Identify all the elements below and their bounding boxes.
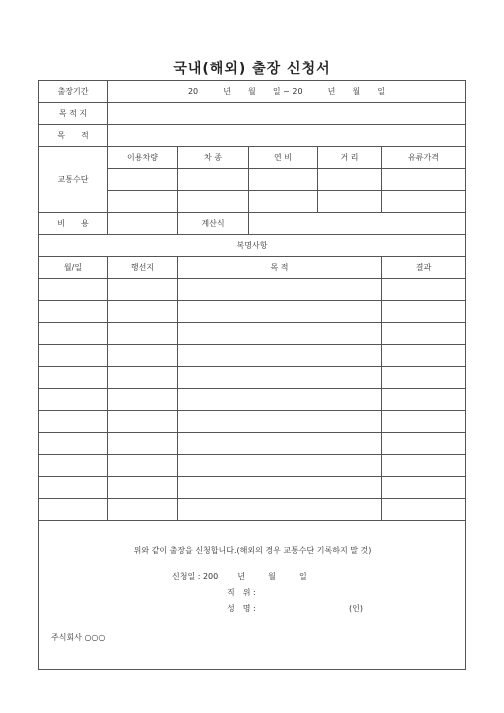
purpose-row [39, 125, 466, 147]
date-day-unit: 일 [299, 572, 307, 581]
footer-cell [39, 521, 466, 670]
itinerary-result-cell[interactable] [382, 323, 466, 345]
itinerary-result-cell[interactable] [382, 499, 466, 521]
itinerary-purpose-cell[interactable] [178, 411, 382, 433]
itinerary-col-purpose: 목 적 [178, 257, 382, 279]
itinerary-purpose-cell[interactable] [178, 367, 382, 389]
itinerary-row [39, 499, 466, 521]
itinerary-date-cell[interactable] [39, 433, 108, 455]
transport-extra-5[interactable] [382, 191, 466, 213]
transport-col-type: 차 종 [178, 147, 249, 169]
itinerary-body [39, 279, 466, 521]
transport-col-distance: 거 리 [318, 147, 382, 169]
period-end-month-unit: 월 [352, 87, 361, 96]
transport-extra-3[interactable] [249, 191, 318, 213]
transport-extra-4[interactable] [318, 191, 382, 213]
itinerary-destination-cell[interactable] [108, 477, 178, 499]
itinerary-destination-cell[interactable] [108, 389, 178, 411]
itinerary-destination-cell[interactable] [108, 455, 178, 477]
transport-extra-2[interactable] [178, 191, 249, 213]
itinerary-destination-cell[interactable] [108, 323, 178, 345]
itinerary-date-cell[interactable] [39, 367, 108, 389]
seal-mark: (인) [349, 604, 363, 613]
itinerary-row [39, 301, 466, 323]
transport-extra-1[interactable] [108, 191, 178, 213]
period-start-year: 20 [187, 87, 199, 96]
itinerary-purpose-cell[interactable] [178, 323, 382, 345]
itinerary-date-cell[interactable] [39, 323, 108, 345]
itinerary-row [39, 323, 466, 345]
purpose-value[interactable] [108, 125, 466, 147]
application-date[interactable] [172, 571, 307, 582]
itinerary-purpose-cell[interactable] [178, 499, 382, 521]
itinerary-row [39, 477, 466, 499]
period-end-day-unit: 일 [377, 87, 386, 96]
calc-value[interactable] [249, 213, 466, 235]
itinerary-date-cell[interactable] [39, 345, 108, 367]
itinerary-result-cell[interactable] [382, 433, 466, 455]
itinerary-row [39, 279, 466, 301]
date-year-unit: 년 [237, 572, 246, 581]
footer-row [39, 521, 466, 670]
transport-header-row [39, 147, 466, 169]
vehicle-type-value[interactable] [178, 169, 249, 191]
itinerary-date-cell[interactable] [39, 279, 108, 301]
destination-label: 목 적 지 [39, 103, 108, 125]
itinerary-header-row [39, 257, 466, 279]
period-row [39, 81, 466, 103]
itinerary-result-cell[interactable] [382, 367, 466, 389]
itinerary-row [39, 345, 466, 367]
calc-label: 계산식 [178, 213, 249, 235]
cost-label: 비 용 [39, 213, 108, 235]
itinerary-result-cell[interactable] [382, 345, 466, 367]
period-start-month-unit: 월 [248, 87, 256, 96]
itinerary-result-cell[interactable] [382, 279, 466, 301]
transport-col-fuel-price: 유류가격 [382, 147, 466, 169]
efficiency-value[interactable] [249, 169, 318, 191]
itinerary-destination-cell[interactable] [108, 345, 178, 367]
itinerary-purpose-cell[interactable] [178, 455, 382, 477]
itinerary-destination-cell[interactable] [108, 411, 178, 433]
itinerary-destination-cell[interactable] [108, 279, 178, 301]
itinerary-result-cell[interactable] [382, 301, 466, 323]
itinerary-result-cell[interactable] [382, 455, 466, 477]
itinerary-destination-cell[interactable] [108, 499, 178, 521]
itinerary-date-cell[interactable] [39, 411, 108, 433]
itinerary-row [39, 455, 466, 477]
purpose-label: 목 적 [39, 125, 108, 147]
itinerary-purpose-cell[interactable] [178, 433, 382, 455]
application-form [38, 80, 466, 670]
period-value[interactable] [108, 81, 466, 103]
itinerary-row [39, 389, 466, 411]
transport-col-efficiency: 연 비 [249, 147, 318, 169]
itinerary-col-destination: 행선지 [108, 257, 178, 279]
itinerary-result-cell[interactable] [382, 411, 466, 433]
company-name: 주식회사 ○○○ [51, 633, 106, 642]
itinerary-date-cell[interactable] [39, 389, 108, 411]
fuel-price-value[interactable] [382, 169, 466, 191]
itinerary-col-result: 결과 [382, 257, 466, 279]
destination-value[interactable] [108, 103, 466, 125]
period-label: 출장기간 [39, 81, 108, 103]
itinerary-row [39, 367, 466, 389]
itinerary-purpose-cell[interactable] [178, 279, 382, 301]
itinerary-date-cell[interactable] [39, 499, 108, 521]
position-field[interactable]: 직 위 : [227, 588, 256, 597]
period-end-year-unit: 년 [327, 87, 336, 96]
cost-value[interactable] [108, 213, 178, 235]
vehicle-value[interactable] [108, 169, 178, 191]
itinerary-purpose-cell[interactable] [178, 345, 382, 367]
itinerary-purpose-cell[interactable] [178, 301, 382, 323]
distance-value[interactable] [318, 169, 382, 191]
itinerary-destination-cell[interactable] [108, 301, 178, 323]
itinerary-section-header: 복명사항 [39, 235, 466, 257]
itinerary-destination-cell[interactable] [108, 433, 178, 455]
name-field[interactable]: 성 명 : [227, 604, 256, 613]
itinerary-col-date: 월/일 [39, 257, 108, 279]
transport-label: 교통수단 [39, 147, 108, 213]
date-label: 신청일 : 200 [172, 572, 219, 581]
itinerary-date-cell[interactable] [39, 477, 108, 499]
itinerary-result-cell[interactable] [382, 477, 466, 499]
transport-col-vehicle: 이용차량 [108, 147, 178, 169]
itinerary-date-cell[interactable] [39, 455, 108, 477]
period-start-day-unit: 일 ~ 20 [272, 87, 303, 96]
itinerary-date-cell[interactable] [39, 301, 108, 323]
form-title: 국내(해외) 출장 신청서 [173, 61, 331, 77]
itinerary-row [39, 433, 466, 455]
date-month-unit: 월 [268, 572, 276, 581]
itinerary-result-cell[interactable] [382, 389, 466, 411]
itinerary-destination-cell[interactable] [108, 367, 178, 389]
statement-text: 위와 같이 출장을 신청합니다.(해외의 경우 교통수단 기록하지 말 것) [133, 546, 372, 555]
itinerary-purpose-cell[interactable] [178, 477, 382, 499]
cost-row [39, 213, 466, 235]
period-start-year-unit: 년 [223, 87, 231, 96]
itinerary-purpose-cell[interactable] [178, 389, 382, 411]
itinerary-row [39, 411, 466, 433]
destination-row [39, 103, 466, 125]
itinerary-section-row [39, 235, 466, 257]
